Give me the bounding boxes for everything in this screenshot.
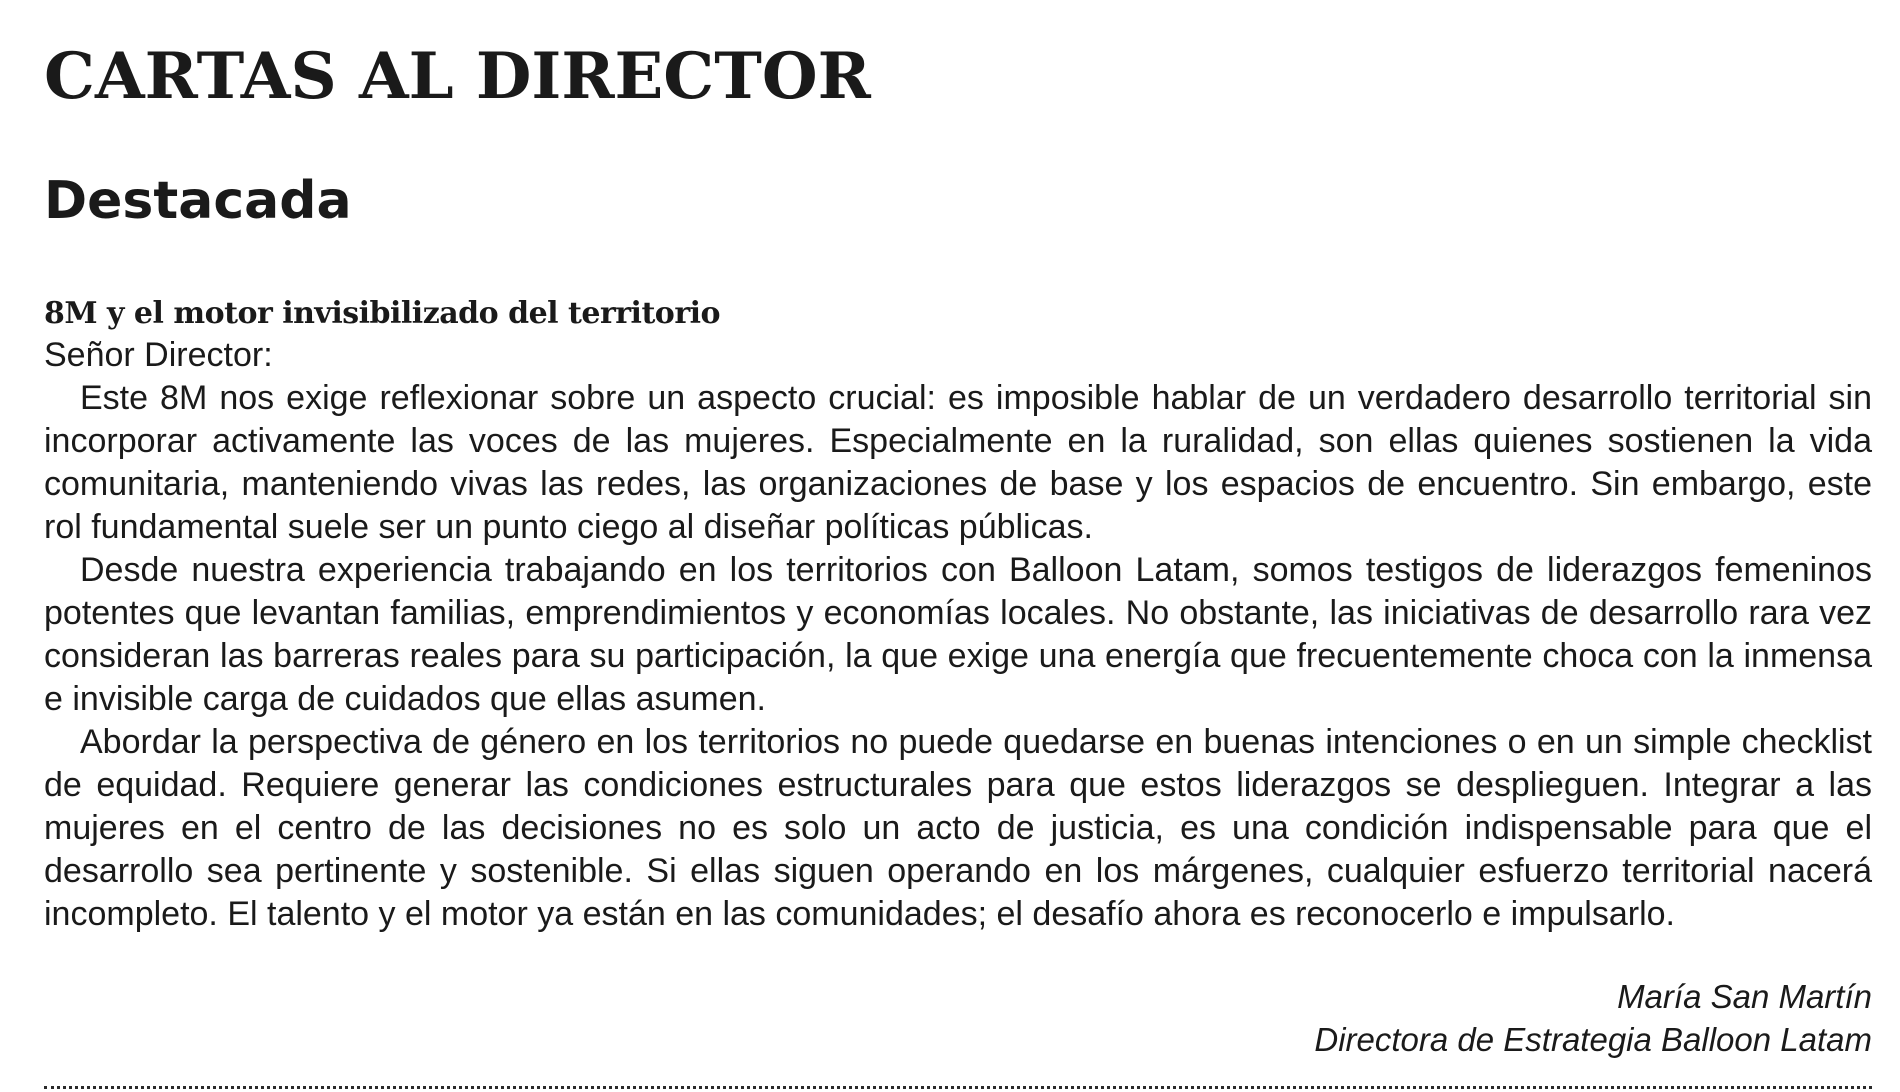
letter-body [44,377,1872,936]
category-heading: Destacada [44,171,352,231]
signature-name: María San Martín [1617,978,1872,1015]
letter-paragraph: Este 8M nos exige reflexionar sobre un aspecto crucial: es imposible hablar de un verdadero desarrollo territorial sin incorporar activamente las voces de las mujeres. Especialmente en la ruralidad, son ellas quienes sostienen la vida comunitaria, manteniendo vivas las redes, las organizaciones de base y los espacios de encuentro. Sin embargo, este rol fundamental suele ser un punto ciego al diseñar políticas públicas. [44,379,1872,546]
letter-article [44,294,1872,936]
letter-paragraph: Desde nuestra experiencia trabajando en los territorios con Balloon Latam, somos testigos de liderazgos femeninos potentes que levantan familias, emprendimientos y economías locales. No obstante, las iniciativas de desarrollo rara vez consideran las barreras reales para su participación, la que exige una energía que frecuentemente choca con la inmensa e invisible carga de cuidados que ellas asumen. [44,551,1872,718]
bottom-divider [44,1086,1872,1089]
letter-title: 8M y el motor invisibilizado del territorio [44,296,721,331]
letter-signature [1314,975,1872,1061]
section-title: CARTAS AL DIRECTOR [44,39,871,114]
letter-paragraph: Abordar la perspectiva de género en los territorios no puede quedarse en buenas intenciones o en un simple checklist de equidad. Requiere generar las condiciones estructurales para que estos liderazgos se desplieguen. Integrar a las mujeres en el centro de las decisiones no es solo un acto de justicia, es una condición indispensable para que el desarrollo sea pertinente y sostenible. Si ellas siguen operando en los márgenes, cualquier esfuerzo territorial nacerá incompleto. El talento y el motor ya están en las comunidades; el desafío ahora es reconocerlo e impulsarlo. [44,723,1872,933]
newspaper-page [44,0,1872,1092]
signature-role: Directora de Estrategia Balloon Latam [1314,1021,1872,1058]
letter-salutation: Señor Director: [44,336,273,374]
